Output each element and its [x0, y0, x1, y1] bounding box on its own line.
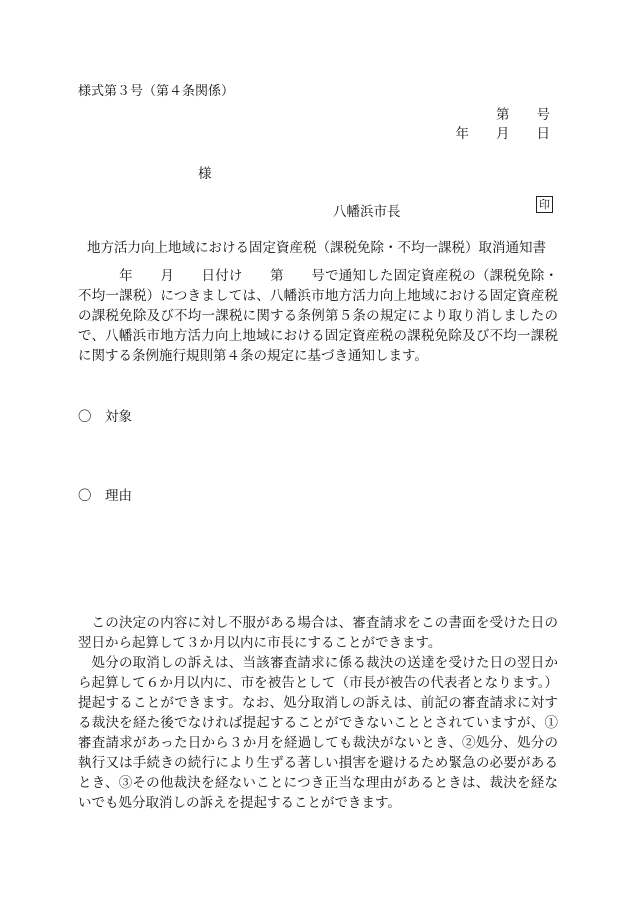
appeal-notice — [78, 613, 558, 813]
issue-date: 年 月 日 — [455, 126, 550, 142]
appeal-paragraph-1: この決定の内容に対し不服がある場合は、審査請求をこの書面を受けた日の翌日から起算して３か月以内に市長にすることができます。 — [78, 615, 558, 651]
appeal-paragraph-2: 処分の取消しの訴えは、当該審査請求に係る裁決の送達を受けた日の翌日から起算して６か月以内に、市を被告として（市長が被告の代表者となります。）提起することができます。なお、処分取消しの訴えは、前記の審査請求に対する裁決を経た後でなければ提起することができないこととされていますが、①審査請求があった日から３か月を経過しても裁決がないとき、②処分、処分の執行又は手続きの続行により生ずる著しい損害を避けるため緊急の必要があるとき、③その他裁決を経ないことにつき正当な理由があるときは、裁決を経ないでも処分取消しの訴えを提起することができます。 — [78, 655, 558, 811]
issuer-name: 八幡浜市長 — [333, 204, 401, 220]
form-number: 様式第３号（第４条関係） — [78, 84, 235, 99]
section-target: 〇 対象 — [78, 409, 132, 425]
addressee: 様 — [198, 166, 212, 182]
notice-paragraph: 年 月 日付け 第 号で通知した固定資産税の（課税免除・不均一課税）につきましては、八幡浜市地方活力向上地域における固定資産税の課税免除及び不均一課税に関する条例第５条の規定により取り消しましたので、八幡浜市地方活力向上地域における固定資産税の課税免除及び不均一課税に関する条例施行規則第４条の規定に基づき通知します。 — [78, 268, 558, 364]
document-number: 第 号 — [496, 107, 550, 123]
section-reason: 〇 理由 — [78, 488, 132, 504]
seal-mark: 印 — [536, 196, 553, 213]
document-title: 地方活力向上地域における固定資産税（課税免除・不均一課税）取消通知書 — [87, 240, 546, 256]
